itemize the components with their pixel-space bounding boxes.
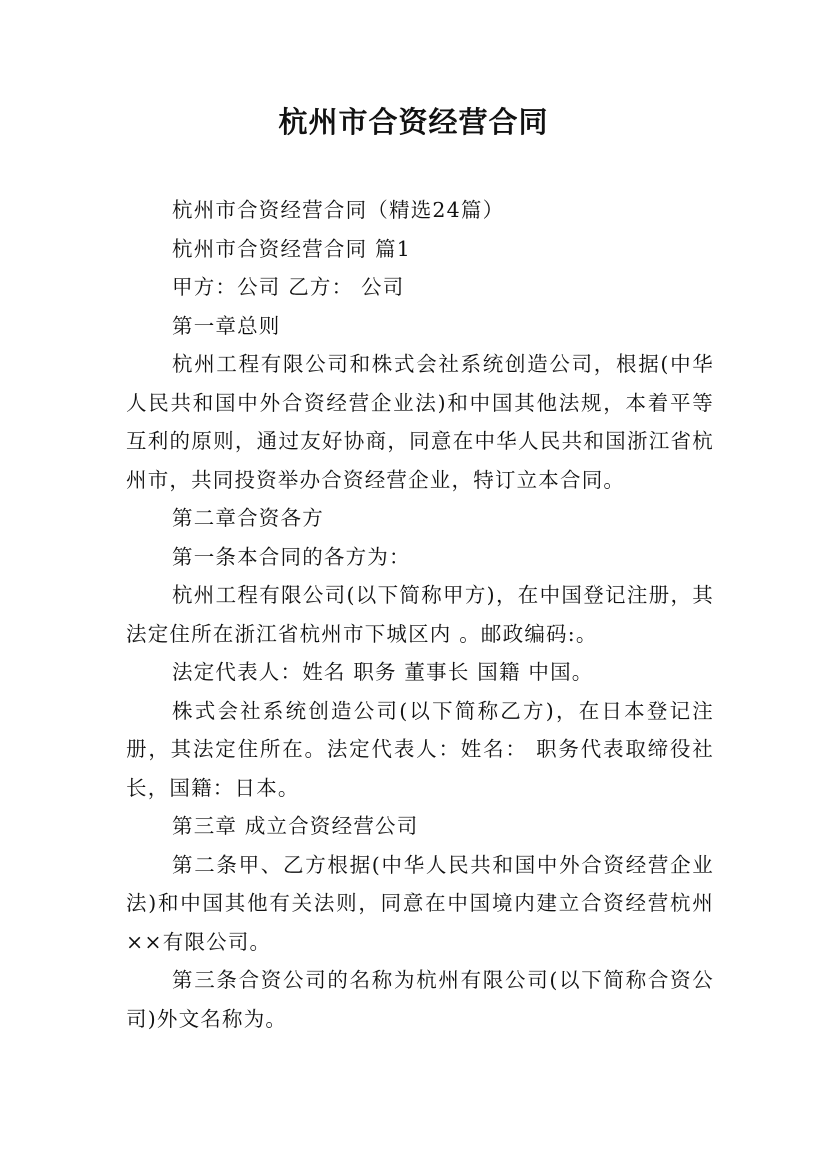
paragraph-chapter-2: 第二章合资各方 bbox=[172, 506, 324, 530]
paragraph-party-a-rep: 法定代表人：姓名 职务 董事长 国籍 中国。 bbox=[172, 660, 594, 684]
paragraph-party-b: 株式会社系统创造公司(以下简称乙方)，在日本登记注册，其法定住所在。法定代表人：姓名： 职务代表取缔役社长，国籍：日本。 bbox=[126, 698, 714, 800]
paragraph-article-2: 第二条甲、乙方根据(中华人民共和国中外合资经营企业法)和中国其他有关法则，同意在中国境内建立合资经营杭州××有限公司。 bbox=[126, 852, 714, 954]
paragraph-article-1: 第一条本合同的各方为： bbox=[172, 544, 411, 569]
paragraph-article-3: 第三条合资公司的名称为杭州有限公司(以下简称合资公司)外文名称为。 bbox=[126, 968, 714, 1031]
paragraph-preamble: 杭州工程有限公司和株式会社系统创造公司，根据(中华人民共和国中外合资经营企业法)和中国其他法规，本着平等互利的原则，通过友好协商，同意在中华人民共和国浙江省杭州市，共同投资举办合资经营企业，特订立本合同。 bbox=[126, 352, 714, 492]
paragraph-parties: 甲方：公司 乙方： 公司 bbox=[172, 275, 405, 299]
document-title: 杭州市合资经营合同 bbox=[278, 105, 549, 139]
paragraph-chapter-1: 第一章总则 bbox=[172, 313, 281, 338]
paragraph-chapter-3: 第三章 成立合资经营公司 bbox=[172, 814, 419, 838]
document-body bbox=[126, 191, 714, 1038]
paragraph-section-heading: 杭州市合资经营合同 篇1 bbox=[172, 236, 411, 261]
paragraph-subtitle: 杭州市合资经营合同（精选24篇） bbox=[172, 198, 505, 222]
paragraph-party-a: 杭州工程有限公司(以下简称甲方)，在中国登记注册，其法定住所在浙江省杭州市下城区内 。邮政编码:。 bbox=[126, 583, 714, 646]
